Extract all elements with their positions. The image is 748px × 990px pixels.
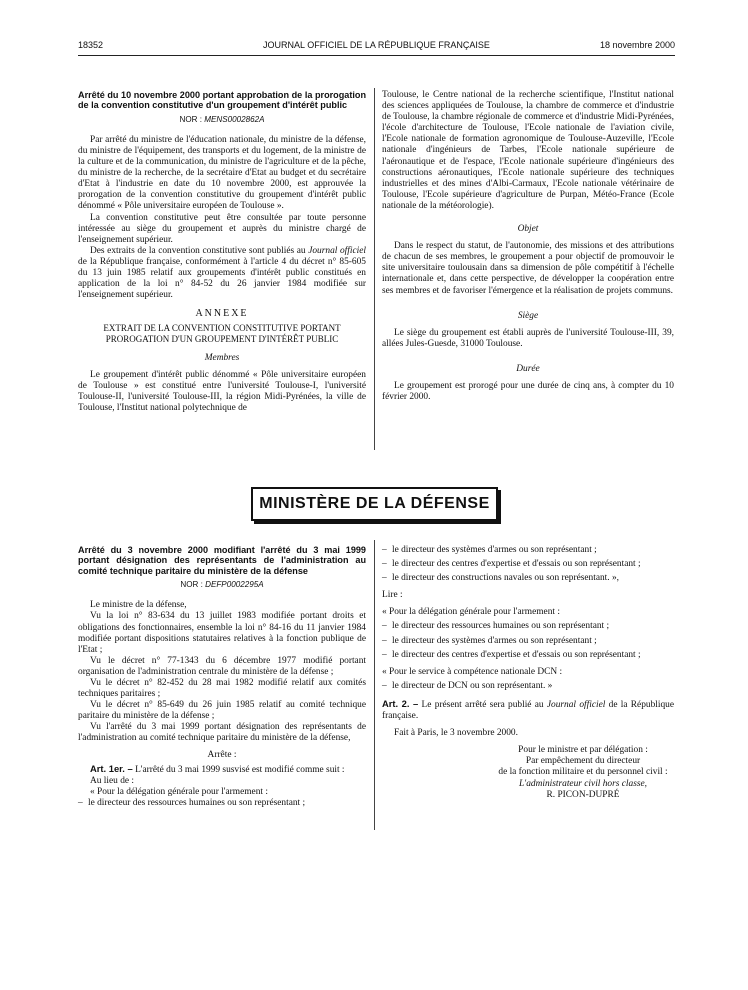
extract-title: EXTRAIT DE LA CONVENTION CONSTITUTIVE PORTANT PROROGATION D'UN GROUPEMENT D'INTÉRÊT PUBLIC	[103, 323, 341, 344]
article-2-nor: NOR : DEFP0002295A	[180, 580, 264, 590]
vu-2: Vu le décret n° 77-1343 du 6 décembre 1977 modifié portant organisation de l'administration centrale du ministère de la défense ;	[78, 655, 366, 677]
quote-3-intro: « Pour le service à compétence nationale DCN :	[382, 666, 563, 677]
signature-line-4: L'administrateur civil hors classe,	[518, 778, 648, 789]
signature-line-2: Par empêchement du directeur	[525, 756, 641, 767]
done-at: Fait à Paris, le 3 novembre 2000.	[394, 728, 518, 739]
vu-1: Vu la loi n° 83-634 du 13 juillet 1983 modifiée portant droits et obligations des fonctionnaires, ensemble la loi n° 84-16 du 11 janvier 1984 modifiée portant dispositions statutaires relatives à la fonction publique de l'Etat ;	[78, 611, 366, 655]
quote-1-item-4: – le directeur des constructions navales ou son représentant. »,	[382, 573, 674, 584]
article-1-para-1: Par arrêté du ministre de l'éducation nationale, du ministre de la défense, du ministre de l'équipement, des transports et du logement, de la ministre de la culture et de la communication, du ministre de l'agriculture et de la pêche, du ministre de la recherche, de la secrétaire d'Etat au budget et du secrétaire d'Etat à l'industrie en date du 10 novembre 2000, est approuvée la prorogation de la convention constitutive du groupement d'intérêt public dénommé « Pôle universitaire européen de Toulouse ».	[78, 134, 366, 212]
page-number: 18352	[78, 40, 104, 50]
vu-5: Vu l'arrêté du 3 mai 1999 portant désignation des représentants de l'administration au comité technique paritaire du ministère de la défense,	[78, 722, 366, 744]
siege-text: Le siège du groupement est établi auprès de l'université Toulouse-III, 39, allées Jules-Guesde, 31000 Toulouse.	[382, 327, 674, 349]
arrete-label: Arrête :	[207, 749, 237, 760]
quote-2-item-2: – le directeur des systèmes d'armes ou son représentant ;	[382, 636, 674, 647]
article-1-nor: NOR : MENS0002862A	[179, 114, 265, 124]
quote-1-item-3: – le directeur des centres d'expertise et d'essais ou son représentant ;	[382, 559, 674, 570]
membres-text: Le groupement d'intérêt public dénommé « Pôle universitaire européen de Toulouse » est constitué entre l'université Toulouse-I, l'université Toulouse-II, l'université Toulouse-III, la région Midi-Pyrénées, la ville de Toulouse, l'Institut national polytechnique de	[78, 369, 366, 413]
article-1-para-2: La convention constitutive peut être consultée par toute personne intéressée au siège du groupement et auprès du ministre chargé de l'enseignement supérieur.	[78, 212, 366, 245]
vu-3: Vu le décret n° 82-452 du 28 mai 1982 modifié relatif aux comités techniques paritaires ;	[78, 677, 366, 700]
quote-2-intro: « Pour la délégation générale pour l'armement :	[382, 607, 560, 618]
signature-block	[492, 745, 674, 800]
vu-4: Vu le décret n° 85-649 du 26 juin 1985 relatif au comité technique paritaire du ministère de la défense ;	[78, 700, 366, 722]
article-1-title: Arrêté du 10 novembre 2000 portant approbation de la prorogation de la convention constitutive d'un groupement d'intérêt public	[78, 90, 366, 111]
au-lieu-de: Au lieu de :	[90, 775, 135, 786]
quote-1-intro: « Pour la délégation générale pour l'armement :	[90, 786, 268, 797]
article-2-title: Arrêté du 3 novembre 2000 modifiant l'arrêté du 3 mai 1999 portant désignation des représentants de l'administration au comité technique paritaire du ministère de la défense	[78, 545, 366, 576]
quote-2-item-3: – le directeur des centres d'expertise et d'essais ou son représentant ;	[382, 650, 674, 661]
quote-1-item-2: – le directeur des systèmes d'armes ou son représentant ;	[382, 545, 674, 556]
article-2-clause: Art. 2. – Le présent arrêté sera publié au Journal officiel de la République française.	[382, 697, 675, 722]
page-header	[78, 40, 675, 54]
article-1-clause: Art. 1er. – L'arrêté du 3 mai 1999 susvisé est modifié comme suit :	[90, 762, 345, 775]
membres-heading: Membres	[204, 352, 240, 363]
signatory-name: R. PICON-DUPRÉ	[546, 789, 620, 800]
article-2-left-column	[78, 545, 366, 809]
column-separator-bottom	[374, 540, 375, 830]
duree-heading: Durée	[516, 363, 540, 374]
quote-2-item-1: – le directeur des ressources humaines ou son représentant ;	[382, 621, 674, 632]
duree-text: Le groupement est prorogé pour une durée de cinq ans, à compter du 10 février 2000.	[382, 380, 674, 403]
signature-line-1: Pour le ministre et par délégation :	[518, 745, 648, 756]
article-2-intro: Le ministre de la défense,	[90, 600, 187, 611]
lire-label: Lire :	[382, 590, 403, 601]
signature-line-3: de la fonction militaire et du personnel civil :	[498, 767, 668, 778]
siege-heading: Siège	[517, 310, 539, 321]
article-2-right-column	[382, 545, 674, 801]
header-rule	[78, 55, 675, 56]
membres-continued: Toulouse, le Centre national de la recherche scientifique, l'Institut national des sciences appliquées de Toulouse, la chambre de commerce et d'industrie de Toulouse, la chambre régionale de commerce et d'industrie Midi-Pyrénées, l'école d'architecture de Toulouse, l'Ecole nationale de l'aviation civile, l'Ecole nationale de formation agronomique de Toulouse-Auzeville, l'Ecole nationale d'ingénieurs de Tarbes, l'Ecole nationale supérieure de l'aéronautique et de l'espace, l'Ecole nationale supérieure d'ingénieurs des constructions aéronautiques, l'Ecole nationale supérieure des techniques industrielles et des mines d'Albi-Carmaux, l'Ecole nationale vétérinaire de Toulouse, l'Ecole supérieure d'agriculture de Purpan, Météo-France (Ecole nationale de la météorologie).	[382, 90, 674, 211]
quote-3-item-1: – le directeur de DCN ou son représentant. »	[382, 681, 674, 692]
objet-heading: Objet	[517, 224, 539, 235]
objet-text: Dans le respect du statut, de l'autonomie, des missions et des attributions de chacun de ses membres, le groupement a pour objectif de promouvoir le site universitaire toulousain dans sa dimension de pôle compétitif à l'échelle internationale et, dans cette perspective, de développer la coopération entre ses membres et de favoriser l'émergence et la réalisation de projets communs.	[382, 241, 674, 296]
ministry-heading: MINISTÈRE DE LA DÉFENSE	[251, 487, 498, 521]
article-1-left-column	[78, 90, 366, 414]
issue-date: 18 novembre 2000	[599, 40, 675, 50]
article-1-para-3: Des extraits de la convention constitutive sont publiés au Journal officiel de la République française, conformément à l'article 4 du décret n° 85-605 du 13 juin 1985 relatif aux groupements d'intérêt public constitués en application de la loi n° 84-52 du 26 janvier 1984 modifiée sur l'enseignement supérieur.	[78, 245, 367, 301]
quote-1-item-1: – le directeur des ressources humaines ou son représentant ;	[78, 798, 366, 809]
annexe-heading: ANNEXE	[195, 308, 249, 320]
article-1-right-column	[382, 90, 674, 403]
journal-title: JOURNAL OFFICIEL DE LA RÉPUBLIQUE FRANÇAISE	[263, 40, 490, 50]
column-separator-top	[374, 88, 375, 450]
